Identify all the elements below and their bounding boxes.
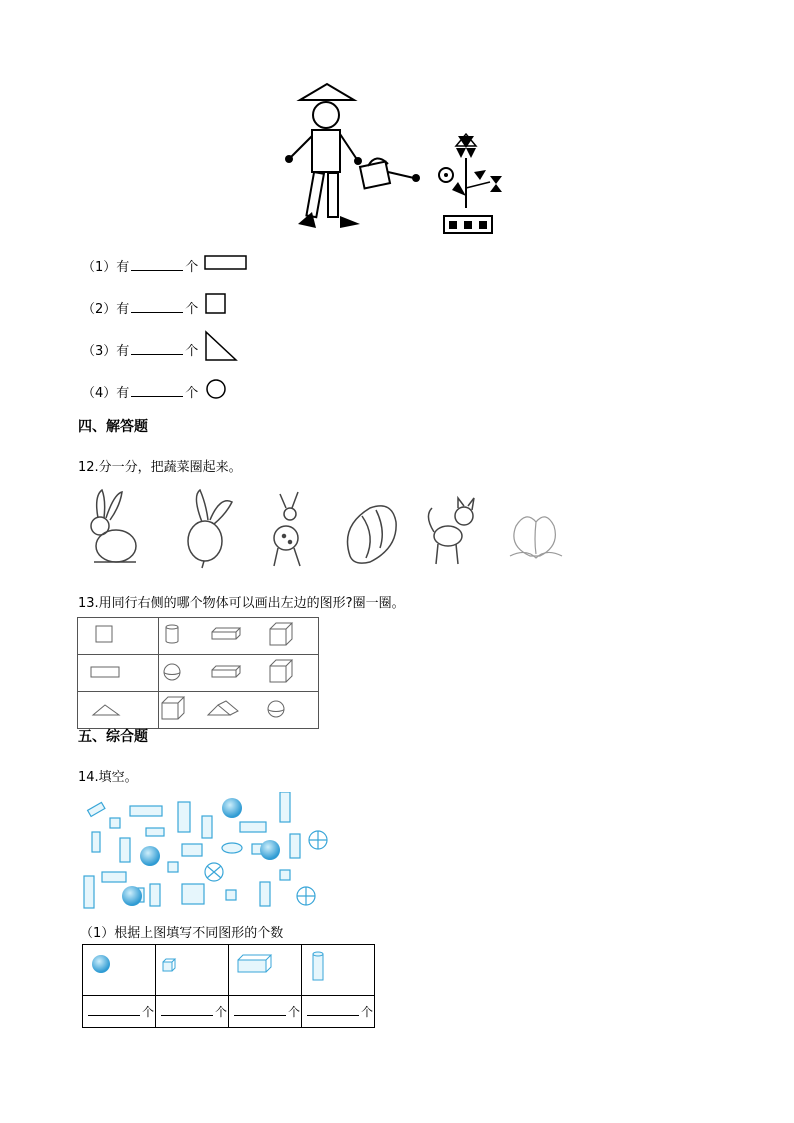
square-outline-icon <box>79 619 157 649</box>
sphere-icon <box>268 701 284 717</box>
row-suffix: 个 <box>185 260 199 275</box>
hat-triangle <box>300 84 354 100</box>
sphere-icon <box>92 955 110 973</box>
q14-count-table <box>82 944 375 1028</box>
cuboid-icon <box>212 628 240 639</box>
cuboid-icon <box>238 955 271 972</box>
q14-solids-picture <box>80 792 340 914</box>
answer-blank[interactable] <box>131 384 183 397</box>
cube-icon <box>270 660 292 682</box>
unit-label: 个 <box>141 1005 154 1019</box>
square-shape-icon <box>205 293 227 315</box>
cat-image <box>428 498 474 564</box>
triangle-shape-icon <box>204 330 238 362</box>
q14-text: 14.填空。 <box>78 770 138 785</box>
cube-icon <box>163 959 175 971</box>
q13-text: 13.用同行右侧的哪个物体可以画出左边的图形?圈一圈。 <box>78 596 405 611</box>
peach-image <box>510 517 562 558</box>
answer-blank[interactable] <box>131 342 183 355</box>
count-cell-cube <box>156 996 229 1028</box>
cube-icon <box>270 623 292 645</box>
cuboid-icon <box>212 666 240 677</box>
count-cell-cylinder <box>302 996 375 1028</box>
count-row-triangle <box>82 340 198 359</box>
answer-blank[interactable] <box>88 1003 140 1016</box>
unit-label: 个 <box>360 1005 373 1019</box>
cube-icon <box>162 697 184 719</box>
header-cylinder-cell <box>302 945 375 996</box>
answer-blank[interactable] <box>161 1003 213 1016</box>
count-row-square <box>82 298 198 317</box>
q13-cell <box>78 618 159 655</box>
rabbit-image <box>91 490 136 562</box>
count-cell-sphere <box>83 996 156 1028</box>
q13-cell <box>78 692 159 729</box>
unit-label: 个 <box>214 1005 227 1019</box>
sphere-icon <box>164 664 180 680</box>
row-suffix: 个 <box>185 386 199 401</box>
count-row-circle <box>82 382 198 401</box>
header-cuboid-cell <box>229 945 302 996</box>
header-sphere-cell <box>83 945 156 996</box>
section5-title: 五、综合题 <box>78 729 148 745</box>
count-cell-cuboid <box>229 996 302 1028</box>
row-prefix: （4）有 <box>82 386 130 401</box>
row-suffix: 个 <box>185 344 199 359</box>
cylinder-icon <box>166 625 178 643</box>
prism-icon <box>208 701 238 715</box>
answer-blank[interactable] <box>131 258 183 271</box>
answer-blank[interactable] <box>234 1003 286 1016</box>
header-cube-cell <box>156 945 229 996</box>
q12-pictures <box>80 486 570 570</box>
q13-cell <box>78 655 159 692</box>
cylinder-icon <box>313 952 323 980</box>
gardener-illustration <box>280 78 520 238</box>
body-rectangle <box>312 130 340 172</box>
q13-shapes-table <box>77 617 319 729</box>
head-circle <box>313 102 339 128</box>
rectangle-shape-icon <box>204 255 248 271</box>
q13-options-row2 <box>159 655 319 692</box>
row-prefix: （2）有 <box>82 302 130 317</box>
rectangle-outline-icon <box>79 656 157 686</box>
row-suffix: 个 <box>185 302 199 317</box>
q12-text: 12.分一分，把蔬菜圈起来。 <box>78 460 242 475</box>
section4-title: 四、解答题 <box>78 419 148 435</box>
q13-options-row1 <box>159 618 319 655</box>
q14-sub1-text: （1）根据上图填写不同图形的个数 <box>80 926 284 941</box>
deer-image <box>274 492 300 566</box>
circle-shape-icon <box>205 378 227 400</box>
answer-blank[interactable] <box>131 300 183 313</box>
row-prefix: （1）有 <box>82 260 130 275</box>
radish-image <box>188 490 232 568</box>
triangle-outline-icon <box>79 693 157 723</box>
unit-label: 个 <box>287 1005 300 1019</box>
count-row-rectangle <box>82 256 198 275</box>
watering-can <box>360 162 390 189</box>
q13-options-row3 <box>159 692 319 729</box>
answer-blank[interactable] <box>307 1003 359 1016</box>
cabbage-image <box>348 506 397 563</box>
row-prefix: （3）有 <box>82 344 130 359</box>
